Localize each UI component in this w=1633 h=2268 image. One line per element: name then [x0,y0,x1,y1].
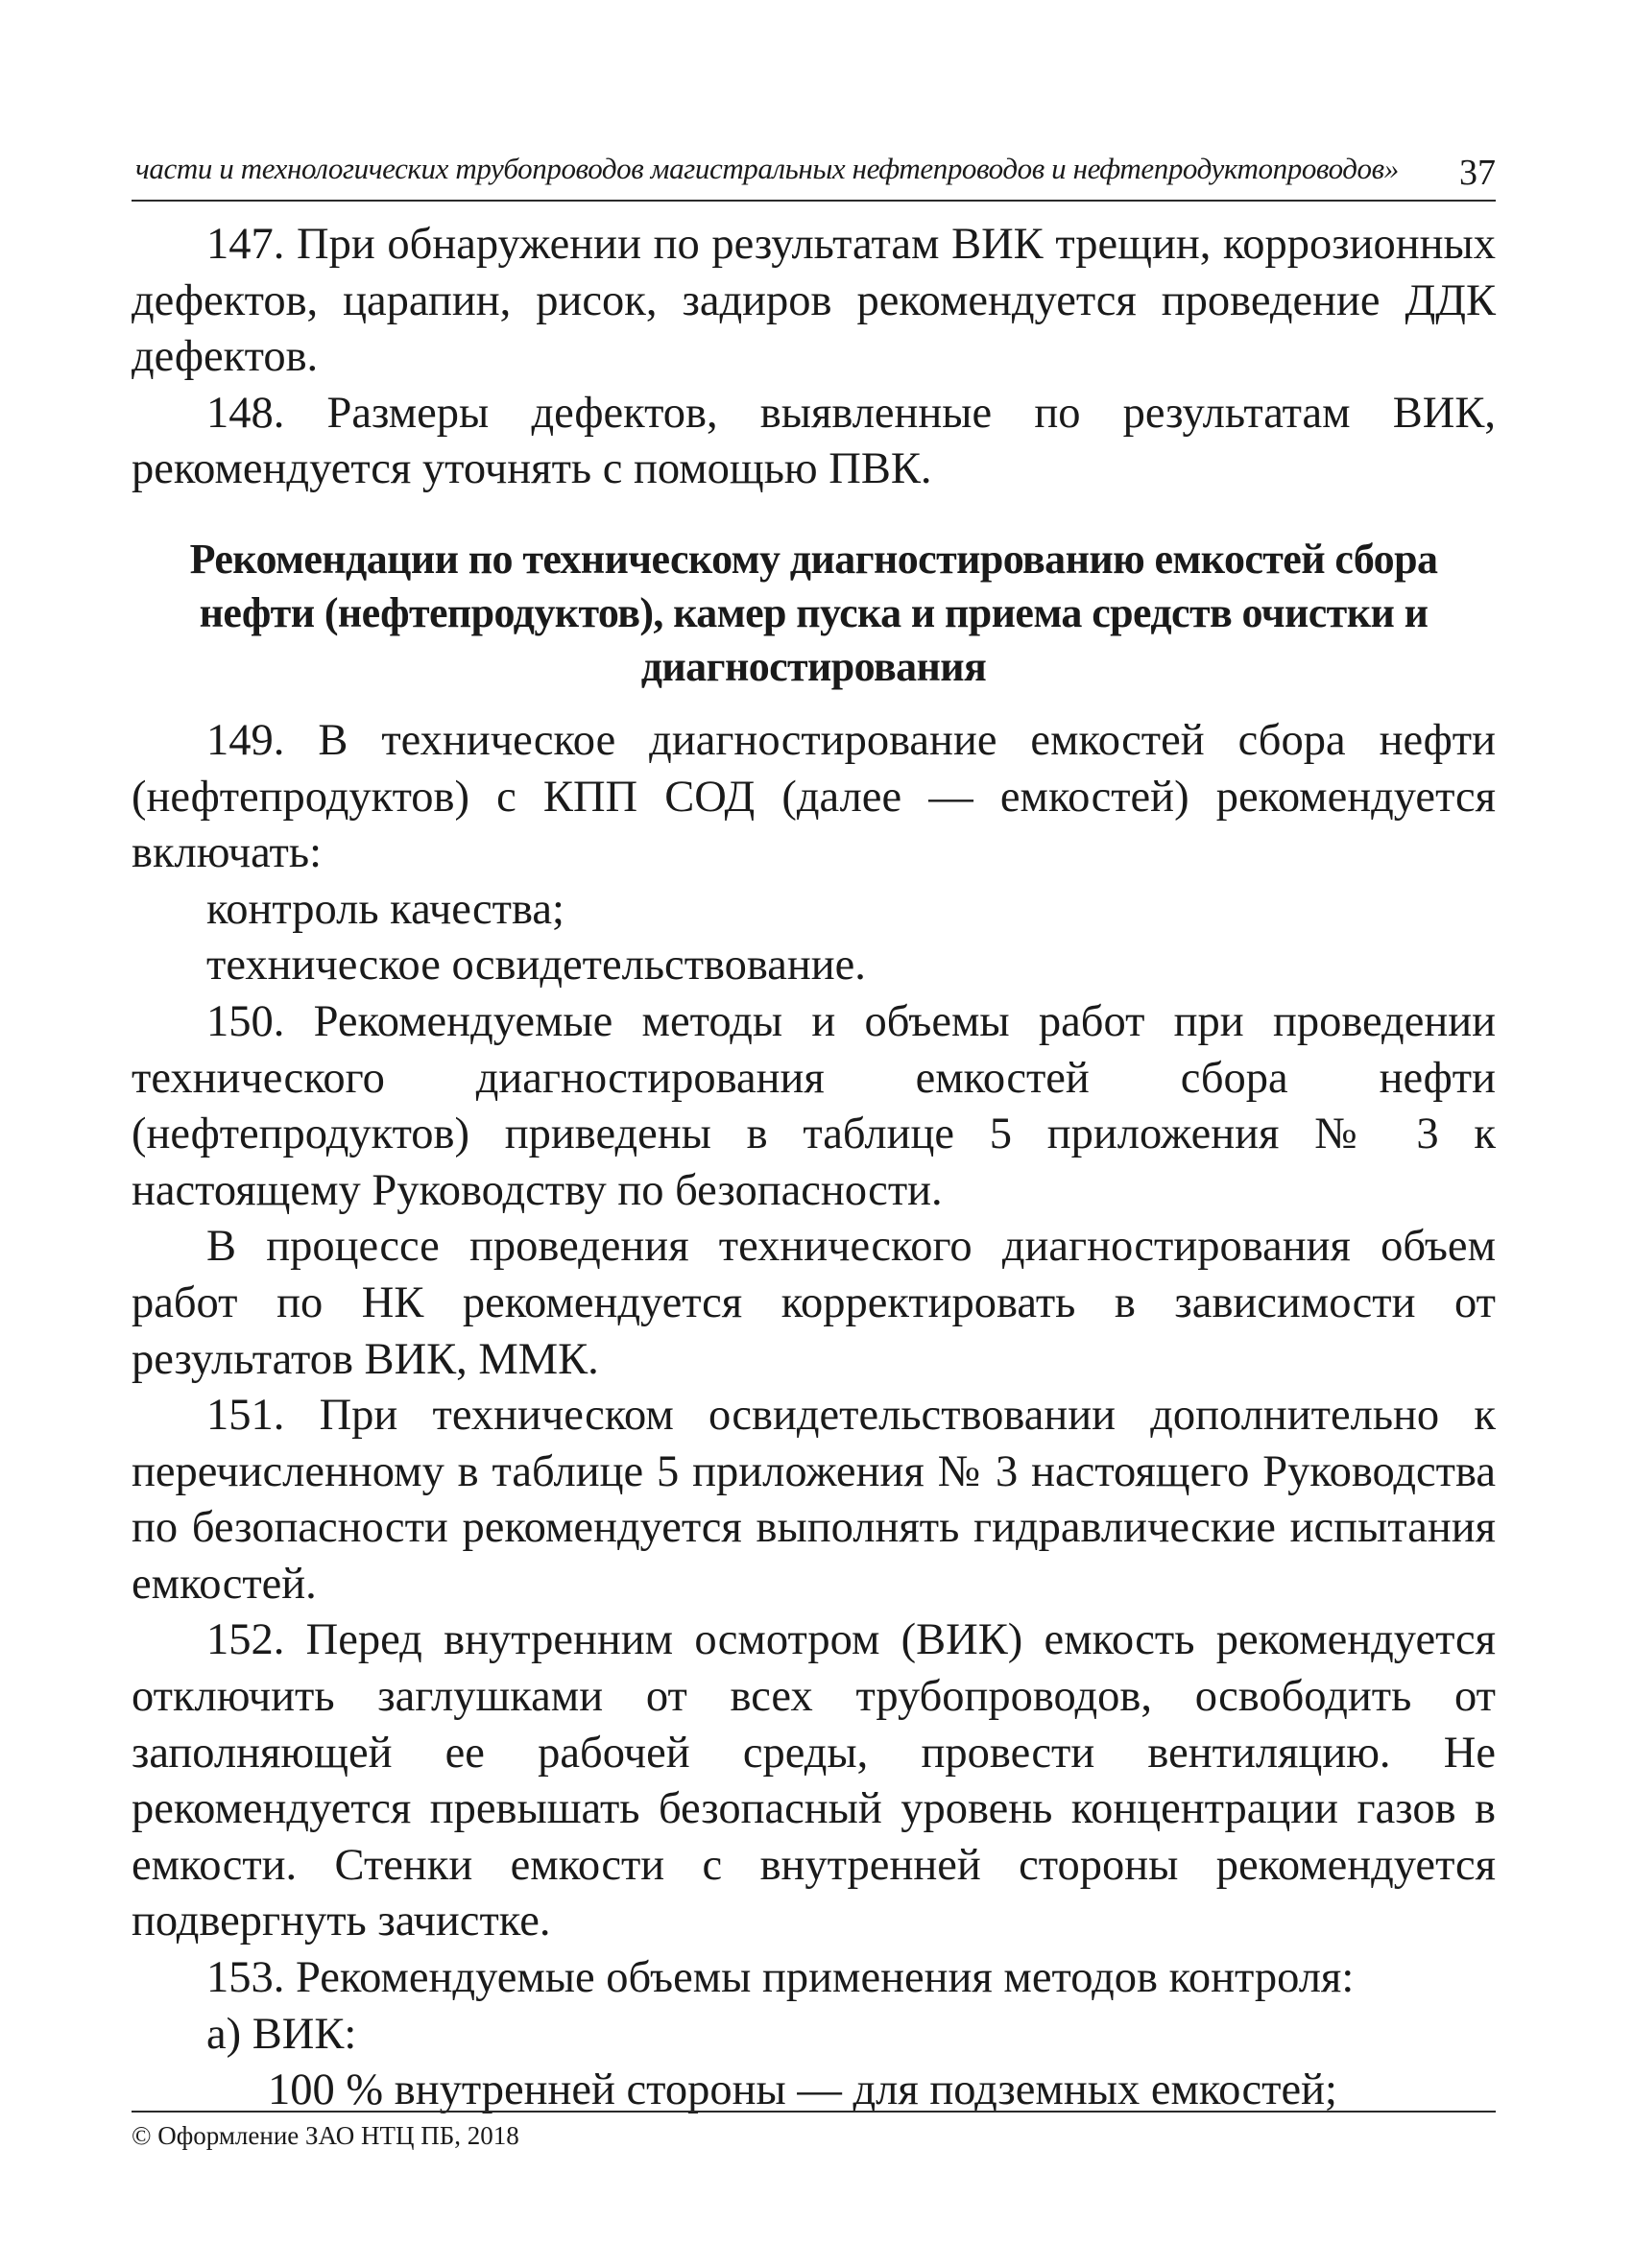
paragraph-147: 147. При обнаружении по результатам ВИК трещин, коррозионных дефектов, царапин, рисок, задиров рекомендуется проведение ДДК дефектов. [132,220,1496,382]
paragraph-150-continued: В процессе проведения технического диагностирования объем работ по НК рекомендуется корректировать в зависимости от результатов ВИК, ММК. [132,1222,1496,1384]
paragraph-149: 149. В техническое диагностирование емкостей сбора нефти (нефтепродуктов) с КПП СОД (далее — емкостей) рекомендуется включать: [132,715,1496,878]
page-body [132,217,1496,2119]
paragraph-148: 148. Размеры дефектов, выявленные по результатам ВИК, рекомендуется уточнять с помощью ПВК. [132,388,1496,494]
page-number: 37 [1459,153,1496,193]
list-item-a: а) ВИК: [206,2009,357,2059]
running-header [132,144,1496,202]
list-subitem: 100 % внутренней стороны — для подземных емкостей; [268,2065,1337,2115]
list-item: контроль качества; [206,884,564,934]
footer-divider [132,2111,1496,2113]
list-item: техническое освидетельствование. [206,941,866,991]
paragraph-150: 150. Рекомендуемые методы и объемы работ при проведении технического диагностирования емкостей сбора нефти (нефтепродуктов) приведены в таблице 5 приложения № 3 к настоящему Руководству по безопасности. [132,996,1496,1215]
paragraph-152: 152. Перед внутренним осмотром (ВИК) емкость рекомендуется отключить заглушками от всех трубопроводов, освободить от заполняющей ее рабочей среды, провести вентиляцию. Не рекомендуется превышать безопасный уровень концентрации газов в емкости. Стенки емкости с внутренней стороны рекомендуется подвергнуть зачистке. [132,1615,1496,1946]
section-heading: Рекомендации по техническому диагностированию емкостей сбора нефти (нефтепродуктов), камер пуска и приема средств очистки и диагностирования [189,535,1438,690]
paragraph-153: 153. Рекомендуемые объемы применения методов контроля: [206,1953,1355,2003]
footer-copyright: © Оформление ЗАО НТЦ ПБ, 2018 [132,2121,519,2150]
paragraph-151: 151. При техническом освидетельствовании дополнительно к перечисленному в таблице 5 приложения № 3 настоящего Руководства по безопасности рекомендуется выполнять гидравлические испытания емкостей. [132,1391,1496,1609]
header-title: части и технологических трубопроводов магистральных нефтепроводов и нефтепродуктопроводов» [135,152,1399,185]
